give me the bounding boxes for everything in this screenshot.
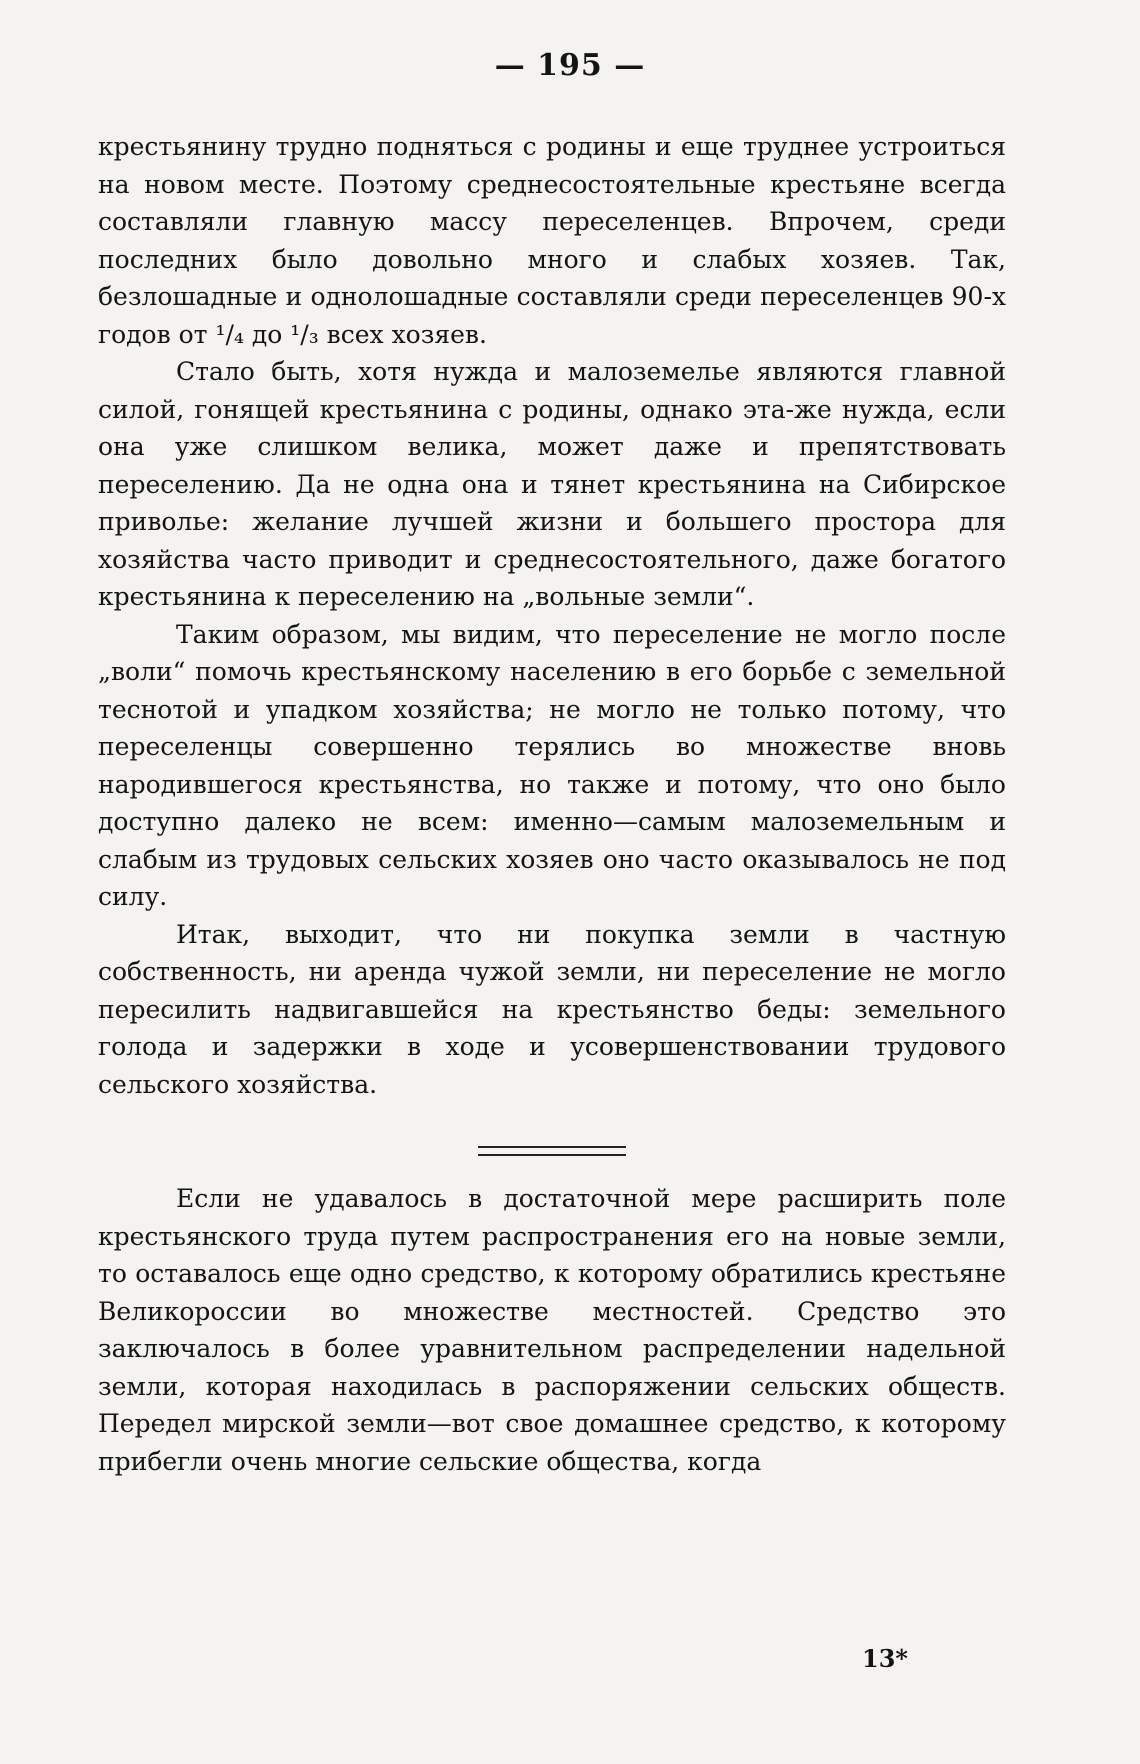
section-divider: [478, 1146, 626, 1156]
text-block-bottom: [98, 1180, 1006, 1480]
paragraph-4: Итак, выходит, что ни покупка земли в частную собственность, ни аренда чужой земли, ни переселение не могло пересилить надвигавшейся на крестьянство беды: земельного голода и задержки в ходе и усовершенствовании трудового сельского хозяйства.: [98, 919, 1006, 1099]
text-block-top: [98, 128, 1006, 1103]
paragraph-5: Если не удавалось в достаточной мере расширить поле крестьянского труда путем распространения его на новые земли, то оставалось еще одно средство, к которому обратились крестьяне Великороссии во множестве местностей. Средство это заключалось в более уравнительном распределении надельной земли, которая находилась в распоряжении сельских обществ. Передел мирской земли—вот свое домашнее средство, к которому прибегли очень многие сельские общества, когда: [98, 1184, 1006, 1476]
paragraph-3: Таким образом, мы видим, что переселение не могло после „воли“ помочь крестьянскому населению в его борьбе с земельной теснотой и упадком хозяйства; не могло не только потому, что переселенцы совершенно терялись во множестве вновь народившегося крестьянства, но также и потому, что оно было доступно далеко не всем: именно—самым малоземельным и слабым из трудовых сельских хозяев оно часто оказывалось не под силу.: [98, 619, 1006, 911]
page-number: — 195 —: [494, 48, 646, 83]
paragraph-2: Стало быть, хотя нужда и малоземелье являются главной силой, гонящей крестьянина с родины, однако эта-же нужда, если она уже слишком велика, может даже и препятствовать переселению. Да не одна она и тянет крестьянина на Сибирское приволье: желание лучшей жизни и большего простора для хозяйства часто приводит и среднесостоятельного, даже богатого крестьянина к переселению на „вольные земли“.: [98, 357, 1006, 611]
signature-mark: 13*: [862, 1644, 908, 1673]
paragraph-1: крестьянину трудно подняться с родины и еще труднее устроиться на новом месте. Поэтому среднесостоятельные крестьяне всегда составляли главную массу переселенцев. Впрочем, среди последних было довольно много и слабых хозяев. Так, безлошадные и однолошадные составляли среди переселенцев 90-х годов от ¹/₄ до ¹/₃ всех хозяев.: [98, 132, 1006, 349]
